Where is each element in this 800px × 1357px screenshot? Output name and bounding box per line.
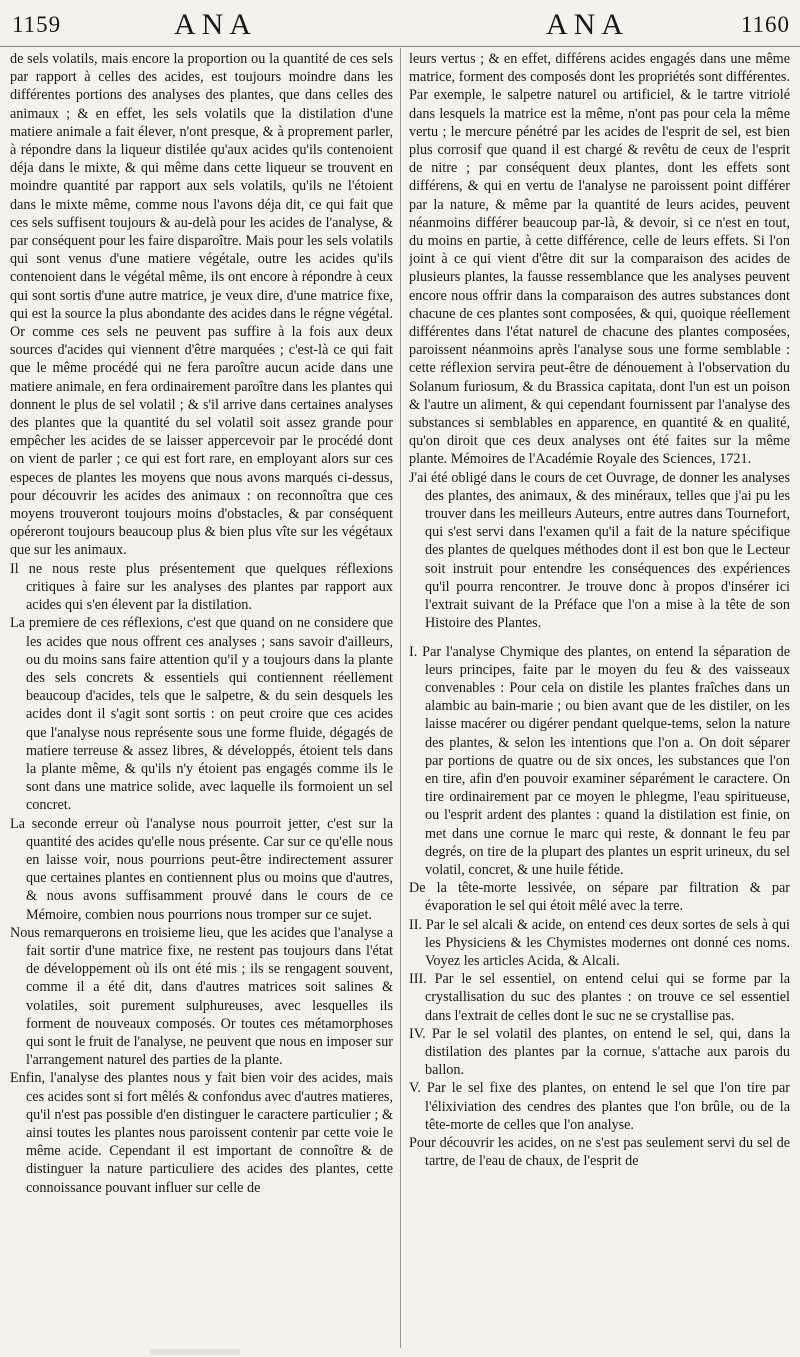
paragraph: De la tête-morte lessivée, on sépare par filtration & par évaporation le sel qui étoit mêlé avec la terre.	[409, 880, 790, 915]
paragraph: Enfin, l'analyse des plantes nous y fait bien voir des acides, mais ces acides sont si fort mêlés & confondus avec d'autres matieres, qu'il n'est pas possible d'en distinguer le caractere particulier ; & ainsi toutes les plantes nous paroissent contenir par cette voie le même acide. Cependant il est important de connoître & de distinguer la nature particuliere des acides des plantes, cette connoissance pouvant influer sur celle de	[10, 1070, 393, 1196]
paragraph: Il ne nous reste plus présentement que quelques réflexions critiques à faire sur les analyses des plantes par rapport aux acides qui s'en élevent par la distilation.	[10, 560, 393, 614]
paragraph: Pour découvrir les acides, on ne s'est pas seulement servi du sel de tartre, de l'eau de chaux, de l'esprit de	[409, 1134, 790, 1170]
page-header	[0, 6, 800, 47]
ink-smudge	[150, 1349, 240, 1355]
right-column	[409, 50, 790, 1350]
column-divider	[400, 48, 401, 1348]
paragraph: Nous remarquerons en troisieme lieu, que les acides que l'analyse a fait sortir d'une matrice fixe, ne restent pas toujours dans l'état de développement où ils ont été mis ; ils se rengagent souvent, comme il a été dit, dans d'autres matrices soit salines & volatiles, soit purement sulphureuses, avec lesquelles ils forment de nouveaux composés. Or toutes ces métamorphoses qui sont le fruit de l'analyse, ne peuvent que nous en imposer sur l'arrangement naturel des parties de la plante.	[10, 924, 393, 1069]
numbered-definition: II. Par le sel alcali & acide, on entend ces deux sortes de sels à qui les Physiciens & les Chymistes modernes ont donné ces noms. Voyez les articles Acida, & Alcali.	[409, 916, 790, 969]
numbered-definition: V. Par le sel fixe des plantes, on entend le sel que l'on tire par l'élixiviation des cendres des plantes que l'on brûle, ou de la tête-morte de celles que l'on analyse.	[409, 1080, 790, 1133]
paragraph: La premiere de ces réflexions, c'est que quand on ne considere que les acides que nous offrent ces analyses ; sans savoir d'ailleurs, ou du moins sans faire attention qu'il y a toujours dans la plante des sels concrets & essentiels qui contiennent réellement beaucoup d'acides, tels que le salpetre, & du sein desquels les acides dont il s'agit sont sortis : on peut croire que ces acides que l'analyse nous représente sous une forme fluide, dégagés de matiere terreuse & assez libres, & développés, étoient tels dans la plante même, & qu'ils n'y étoient pas engagés comme ils le sont dans une matrice solide, avec laquelle ils formoient un sel concret.	[10, 615, 393, 814]
paragraph: de sels volatils, mais encore la proportion ou la quantité de ces sels par rapport à celles des acides, est toujours moindre dans les différentes portions des analyses des plantes, que dans celles des animaux ; & en effet, les sels volatils que la distilation d'une matiere animale a fait élever, n'ont presque, & à proprement parler, à répondre dans la liqueur distilée qu'aux acides qu'ils contenoient déja dans le mixte, & qui même dans cette liqueur se trouvent en moindre quantité par rapport aux sels volatils, qu'ils ne l'étoient dans le mixte même, comme nous l'avons déja dit, ce qui fait que ces sels suffisent toujours & au-delà pour les acides de l'analyse, & par conséquent pour les faire disparoître. Mais pour les sels volatils qui sont venus d'une matiere végétale, outre les acides qu'ils contenoient dans le végétal même, ils ont encore à répondre à ceux qui sont sortis d'une autre matrice, je veux dire, d'une matrice fixe, qui est la source la plus abondante des acides dans le régne végétal. Or comme ces sels ne peuvent pas suffire à la fois aux deux sources d'acides qui viennent d'être marquées ; c'est-là ce qui fait que le même procédé qui ne fera paroître aucun acide dans une matiere animale, en fera ordinairement paroître dans les plantes qui donnent le plus de sel volatil ; & s'il arrive dans certaines analyses des plantes que la quantité du sel volatil soit assez grande pour empêcher les acides de se laisser appercevoir par le procédé dont on vient de parler ; ce qui est fort rare, en employant alors sur ces especes de plantes les moyens que nous avons marqués ci-dessus, pour découvrir les acides des animaux : on reconnoîtra que ces moyens trouveront toujours moins d'obstacles, & par conséquent opéreront toujours beaucoup plus & bien plus vîte sur les végétaux que sur les animaux.	[10, 51, 393, 559]
paragraph: leurs vertus ; & en effet, différens acides engagés dans une même matrice, forment des composés dont les propriétés sont différentes. Par exemple, le salpetre naturel ou artificiel, & le tartre vitriolé dans lesquels la matrice est la même, n'ont pas pour cela la même vertu ; le mercure pénétré par les acides de l'esprit de sel, est bien plus corrosif que quand il est chargé & revêtu de ceux de l'esprit de nitre ; par conséquent deux plantes, dont les effets sont différens, & qui en vertu de l'analyse ne paroissent point différer par la nature, & même par la quantité de leurs acides, peuvent néanmoins différer beaucoup par-là, & devoir, si ce n'est en tout, du moins en partie, à cette différence, celle de leurs effets. Si l'on joint à ce qui vient d'être dit sur la comparaison des acides de plusieurs plantes, la fausse ressemblance que les analyses peuvent encore nous offrir dans la comparaison des autres substances dont chacune de ces plantes sont composées, & qui, quoique réellement différentes dans l'état naturel de chacune des plantes composées, paroissent néanmoins après l'analyse sous une forme semblable : cette réflexion servira peut-être de dénouement à l'observation du Solanum furiosum, & du Brassica capitata, dont l'un est un poison & l'autre un aliment, & qui cependant fournissent par l'analyse des substances si semblables en apparence, en quantité & en qualité, qu'on diroit que ces deux analyses ont été faites sur la même plante. Mémoires de l'Académie Royale des Sciences, 1721.	[409, 51, 790, 468]
numbered-definition: III. Par le sel essentiel, on entend celui qui se forme par la crystallisation du suc des plantes : on trouve ce sel essentiel dans l'extrait de celles dont le suc ne se crystallise pas.	[409, 971, 790, 1024]
paragraph: La seconde erreur où l'analyse nous pourroit jetter, c'est sur la quantité des acides qu'elle nous présente. Car sur ce qu'elle nous en laisse voir, nous pourrions peut-être indirectement assurer que certaines plantes en contiennent plus ou moins que d'autres, & nous avons suffisamment prouvé dans le cours de ce Mémoire, combien nous pourrions nous tromper sur ce sujet.	[10, 815, 393, 923]
right-running-head: ANA	[546, 8, 629, 41]
left-page-number: 1159	[12, 12, 62, 37]
left-column	[10, 50, 393, 1350]
right-page-number: 1160	[740, 12, 790, 37]
paragraph: J'ai été obligé dans le cours de cet Ouvrage, de donner les analyses des plantes, des animaux, & des minéraux, telles que j'ai pu les trouver dans les meilleurs Auteurs, entre autres dans Tournefort, qui s'est servi dans l'examen qu'il a fait de la nature spécifique des plantes de quelques méthodes dont il est bon que le Lecteur soit instruit pour entendre les conséquences des expériences qu'il pourra rencontrer. Je trouve donc à propos d'insérer ici l'extrait suivant de la Préface que l'on a mise à la tête de son Histoire des Plantes.	[409, 469, 790, 632]
numbered-definition: IV. Par le sel volatil des plantes, on entend le sel, qui, dans la distilation des plantes par la cornue, s'attache aux parois du ballon.	[409, 1025, 790, 1079]
numbered-definition: I. Par l'analyse Chymique des plantes, on entend la séparation de leurs principes, faite par le moyen du feu & des vaisseaux convenables : Pour cela on distile les plantes fraîches dans un alambic au bain-marie ; ou bien avant que de les distiler, on les laisse macérer ou digérer pendant quelque-tems, selon la nature des plantes, & selon les intentions que l'on a. On doit séparer par portions de quatre ou de six onces, les substances que l'on en tire, afin d'en pouvoir examiner séparément le caractere. On tire ordinairement par ce moyen le phlegme, l'eau spiritueuse, ou l'esprit ardent des plantes : quand la distilation est finie, on met dans une cornue le marc qui reste, & donnant le feu par degrés, on tire de la plupart des plantes un esprit urineux, du sel volatil, concret, & une huile fétide.	[409, 643, 790, 878]
left-running-head: ANA	[174, 8, 257, 41]
